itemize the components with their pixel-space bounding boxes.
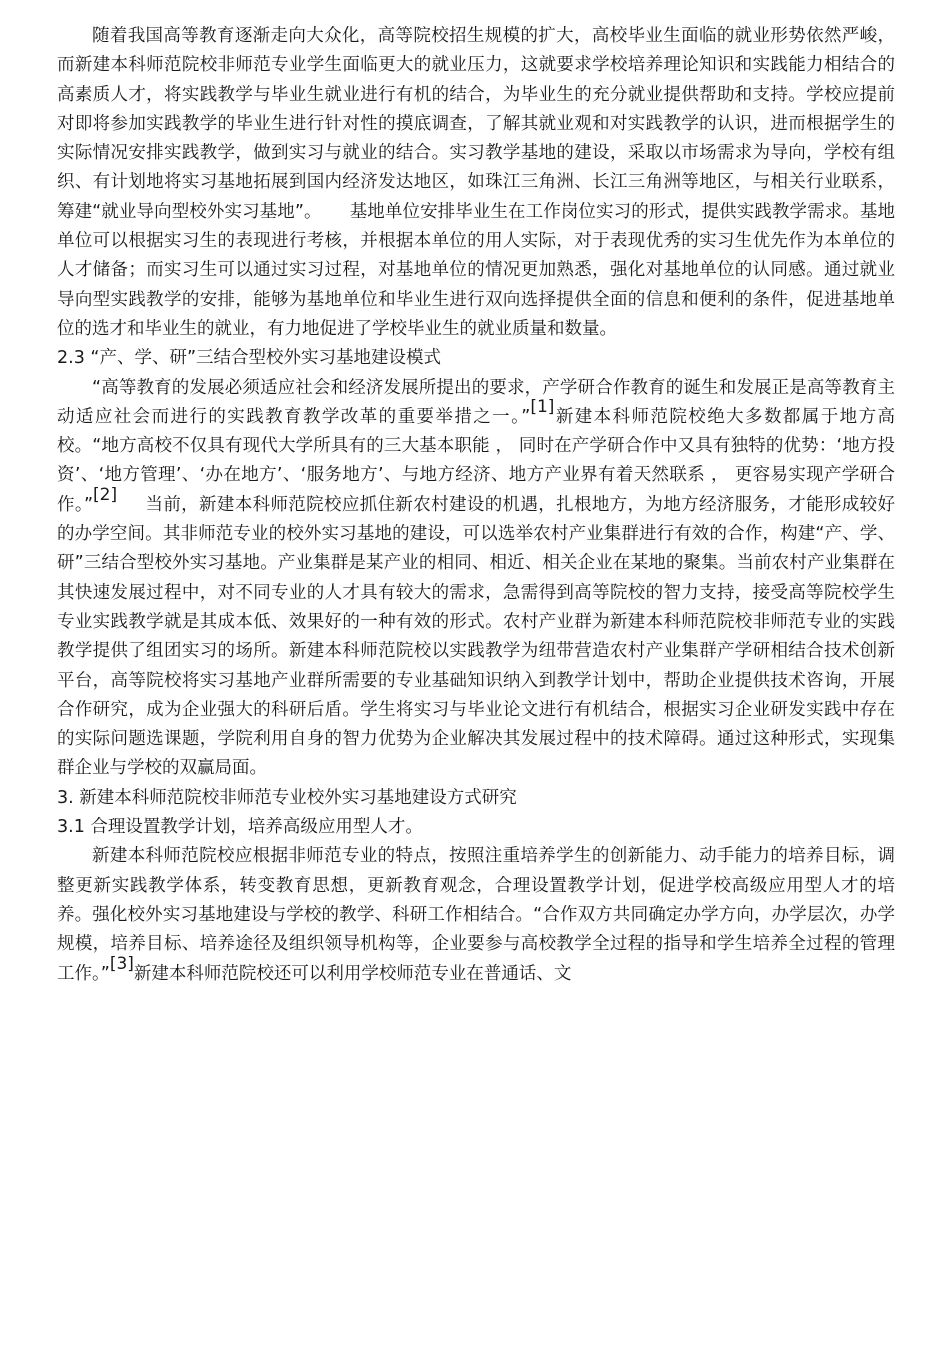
paragraph-industry-university-research — [57, 374, 895, 784]
citation-ref-3: [3] — [109, 953, 134, 974]
paragraph-employment-oriented — [57, 22, 895, 344]
paragraph-text: 新建本科师范院校应根据非师范专业的特点，按照注重培养学生的创新能力、动手能力的培养目标，调整更新实践教学体系，转变教育思想，更新教育观念，合理设置教学计划，促进学校高级应用型人才的培养。强化校外实习基地建设与学校的教学、科研工作相结合。“合作双方共同确定办学方向，办学层次，办学规模，培养目标、培养途径及组织领导机构等，企业要参与高校教学全过程的指导和学生培养全过程的管理工作。” — [57, 846, 895, 984]
paragraph-text: 新建本科师范院校还可以利用学校师范专业在普通话、文 — [133, 963, 572, 984]
section-heading-2-3: 2.3 “产、学、研”三结合型校外实习基地建设模式 — [57, 348, 442, 369]
section-heading-3: 3. 新建本科师范院校非师范专业校外实习基地建设方式研究 — [57, 787, 517, 808]
document-page — [57, 22, 895, 989]
paragraph-text: 基地单位安排毕业生在工作岗位实习的形式，提供实践教学需求。基地单位可以根据实习生的表现进行考核，并根据本单位的用人实际，对于表现优秀的实习生优先作为本单位的人才储备；而实习生可以通过实习过程，对基地单位的情况更加熟悉，强化对基地单位的认同感。通过就业导向型实践教学的安排，能够为基地单位和毕业生进行双向选择提供全面的信息和便利的条件，促进基地单位的选才和毕业生的就业，有力地促进了学校毕业生的就业质量和数量。 — [57, 201, 895, 339]
citation-ref-1: [1] — [530, 396, 555, 417]
citation-ref-2: [2] — [93, 484, 118, 505]
paragraph-text: “高等教育的发展必须适应社会和经济发展所提出的要求，产学研合作教育的诞生和发展正是高等教育主动适应社会而进行的实践教育教学改革的重要举措之一。” — [57, 377, 895, 427]
paragraph-text: 当前，新建本科师范院校应抓住新农村建设的机遇，扎根地方，为地方经济服务，才能形成较好的办学空间。其非师范专业的校外实习基地的建设，可以选举农村产业集群进行有效的合作，构建“产、学、研”三结合型校外实习基地。产业集群是某产业的相同、相近、相关企业在某地的聚集。当前农村产业集群在其快速发展过程中，对不同专业的人才具有较大的需求，急需得到高等院校的智力支持，接受高等院校学生专业实践教学就是其成本低、效果好的一种有效的形式。农村产业群为新建本科师范院校非师范专业的实践教学提供了组团实习的场所。新建本科师范院校以实践教学为纽带营造农村产业集群产学研相结合技术创新平台，高等院校将实习基地产业群所需要的专业基础知识纳入到教学计划中，帮助企业提供技术咨询，开展合作研究，成为企业强大的科研后盾。学生将实习与毕业论文进行有机结合，根据实习企业研发实践中存在的实际问题选课题，学院利用自身的智力优势为企业解决其发展过程中的技术障碍。通过这种形式，实现集群企业与学校的双赢局面。 — [57, 494, 895, 779]
paragraph-text: 新建本科师范院校绝大多数都属于地方高校。“地方高校不仅具有现代大学所具有的三大基本职能 ， 同时在产学研合作中又具有独特的优势：‘地方投资’、‘地方管理’、‘办在地方’、‘服务地方’、与地方经济、地方产业界有着天然联系 ， 更容易实现产学研合作。” — [57, 406, 895, 515]
section-heading-3-1: 3.1 合理设置教学计划，培养高级应用型人才。 — [57, 817, 423, 838]
paragraph-teaching-plan — [57, 842, 895, 988]
paragraph-text: 随着我国高等教育逐渐走向大众化，高等院校招生规模的扩大，高校毕业生面临的就业形势依然严峻，而新建本科师范院校非师范专业学生面临更大的就业压力，这就要求学校培养理论知识和实践能力相结合的高素质人才，将实践教学与毕业生就业进行有机的结合，为毕业生的充分就业提供帮助和支持。学校应提前对即将参加实践教学的毕业生进行针对性的摸底调查，了解其就业观和对实践教学的认识，进而根据学生的实际情况安排实践教学，做到实习与就业的结合。实习教学基地的建设，采取以市场需求为导向，学校有组织、有计划地将实习基地拓展到国内经济发达地区，如珠江三角洲、长江三角洲等地区，与相关行业联系，筹建“就业导向型校外实习基地”。 — [57, 26, 895, 222]
